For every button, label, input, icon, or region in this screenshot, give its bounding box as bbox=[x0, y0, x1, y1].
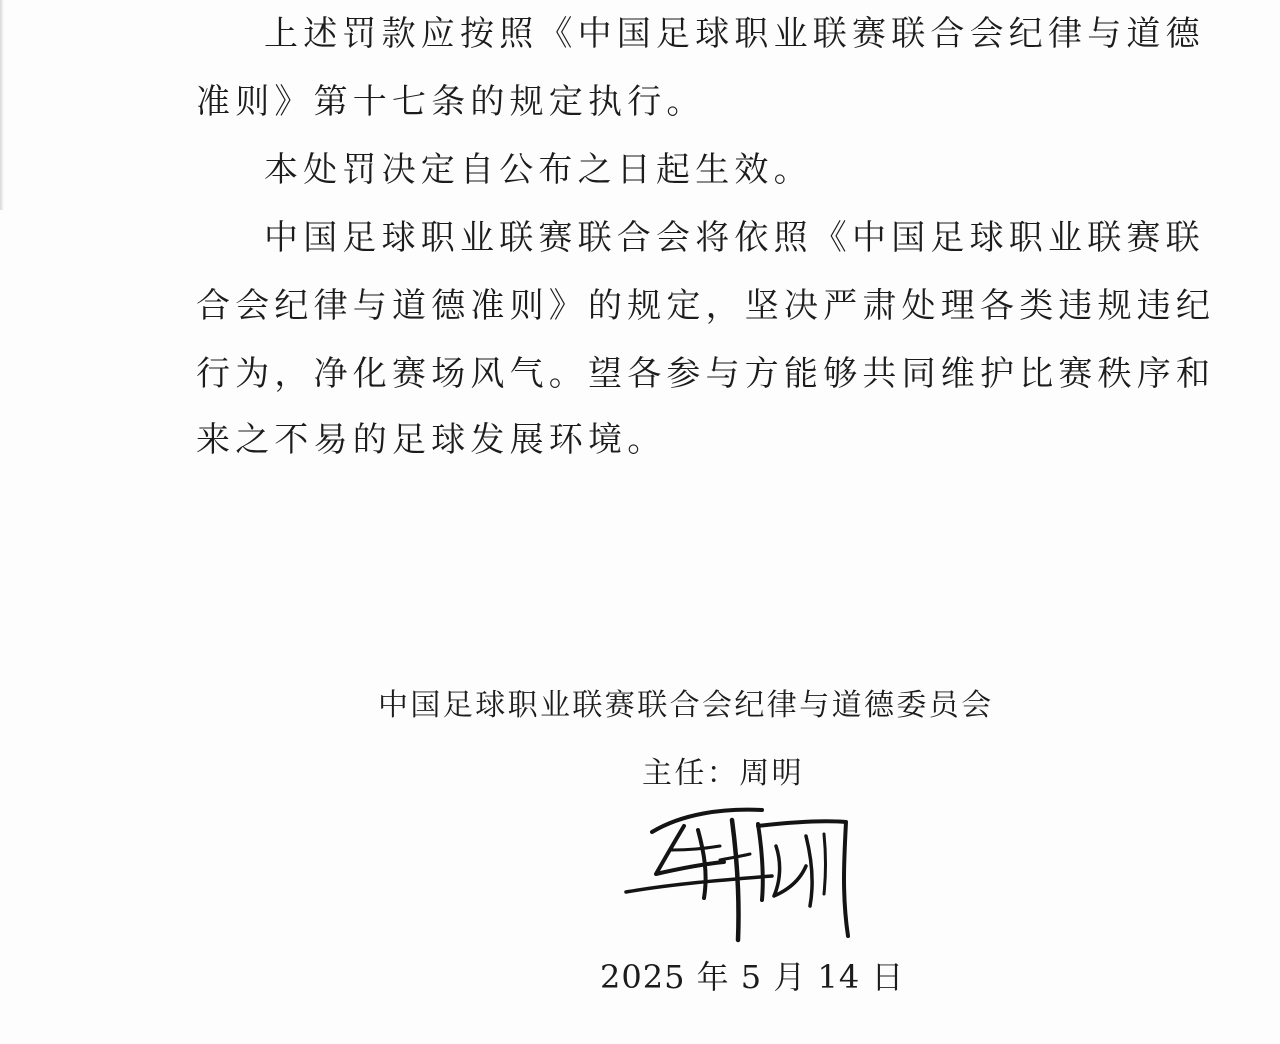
paragraph-3-line-4: 来之不易的足球发展环境。 bbox=[196, 420, 667, 460]
paragraph-3-line-3: 行为，净化赛场风气。望各参与方能够共同维护比赛秩序和 bbox=[196, 354, 1216, 394]
handwritten-signature-icon bbox=[612, 790, 882, 950]
paragraph-1-line-1: 上述罚款应按照《中国足球职业联赛联合会纪律与道德 bbox=[264, 14, 1205, 54]
issue-date: 2025 年 5 月 14 日 bbox=[600, 958, 905, 996]
issuing-committee: 中国足球职业联赛联合会纪律与道德委员会 bbox=[378, 688, 994, 723]
scan-edge-shadow bbox=[0, 0, 4, 210]
chair-name: 主任：周明 bbox=[642, 756, 804, 791]
paragraph-3-line-1: 中国足球职业联赛联合会将依照《中国足球职业联赛联 bbox=[264, 218, 1205, 258]
paragraph-1-line-2: 准则》第十七条的规定执行。 bbox=[196, 82, 706, 122]
paragraph-3-line-2: 合会纪律与道德准则》的规定，坚决严肃处理各类违规违纪 bbox=[196, 286, 1216, 326]
paragraph-2-line-1: 本处罚决定自公布之日起生效。 bbox=[264, 150, 813, 190]
